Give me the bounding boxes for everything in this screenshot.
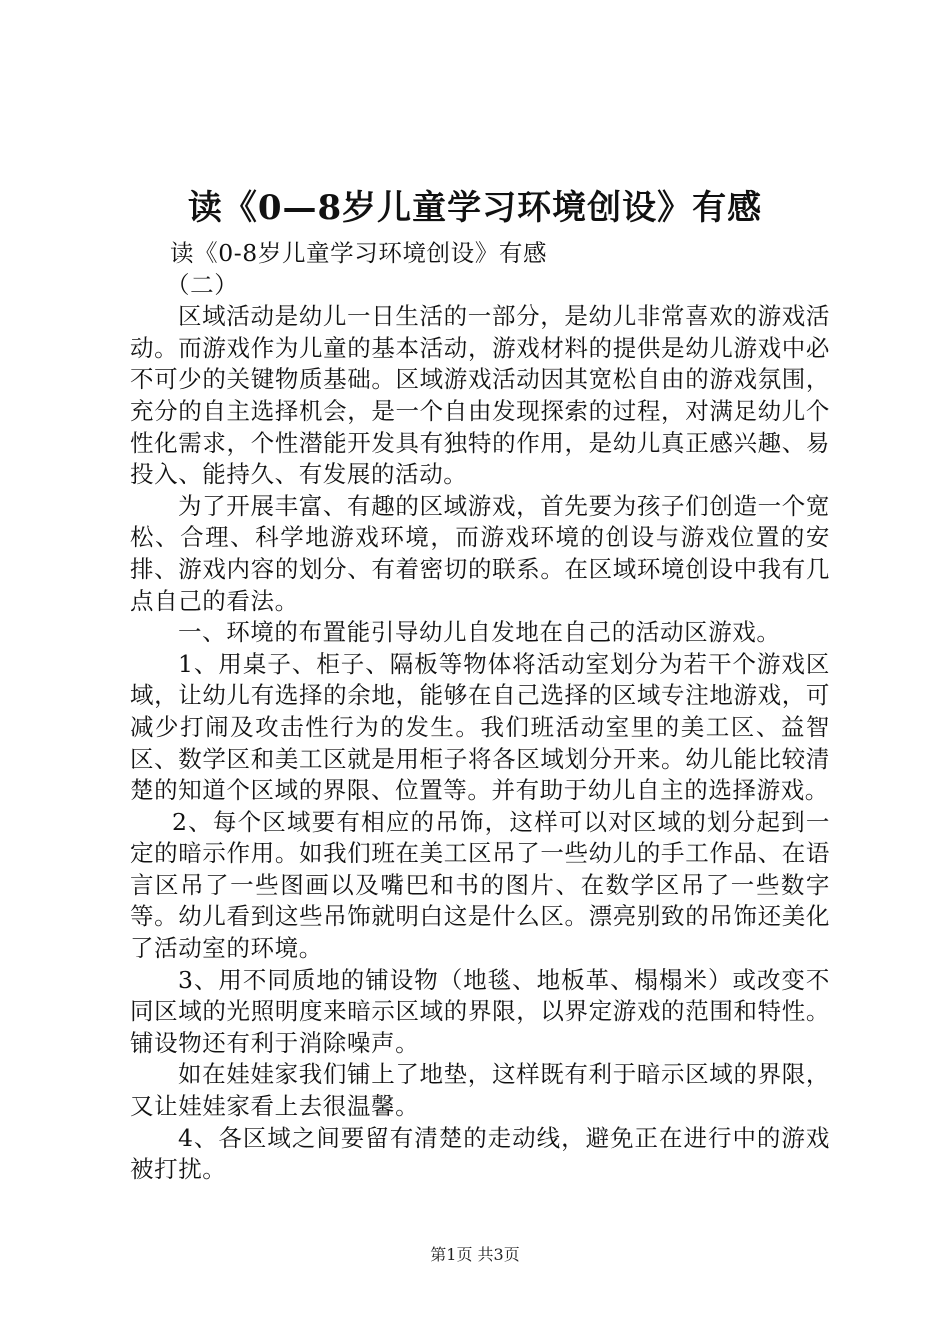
page-footer: 第1页 共3页: [430, 1245, 520, 1264]
document-subtitle: 读《0-8岁儿童学习环境创设》有感: [170, 239, 548, 267]
paragraph: 4、各区域之间要留有清楚的走动线，避免正在进行中的游戏被打扰。: [130, 1123, 830, 1184]
document-body: [130, 238, 830, 1186]
paragraph: 1、用桌子、柜子、隔板等物体将活动室划分为若干个游戏区域，让幼儿有选择的余地，能够在自己选择的区域专注地游戏，可减少打闹及攻击性行为的发生。我们班活动室里的美工区、益智区、数学区和美工区就是用柜子将各区域划分开来。幼儿能比较清楚的知道个区域的界限、位置等。并有助于幼儿自主的选择游戏。: [130, 649, 830, 805]
document-title: 读《0—8岁儿童学习环境创设》有感: [187, 188, 763, 228]
paragraph: 如在娃娃家我们铺上了地垫，这样既有利于暗示区域的界限，又让娃娃家看上去很温馨。: [130, 1060, 830, 1121]
section-heading: 一、环境的布置能引导幼儿自发地在自己的活动区游戏。: [178, 618, 781, 647]
paragraph: 区域活动是幼儿一日生活的一部分，是幼儿非常喜欢的游戏活动。而游戏作为儿童的基本活动，游戏材料的提供是幼儿游戏中必不可少的关键物质基础。区域游戏活动因其宽松自由的游戏氛围，充分的自主选择机会，是一个自由发现探索的过程，对满足幼儿个性化需求，个性潜能开发具有独特的作用，是幼儿真正感兴趣、易投入、能持久、有发展的活动。: [130, 302, 830, 489]
paragraph: 为了开展丰富、有趣的区域游戏，首先要为孩子们创造一个宽松、合理、科学地游戏环境，而游戏环境的创设与游戏位置的安排、游戏内容的划分、有着密切的联系。在区域环境创设中我有几点自己的看法。: [130, 491, 830, 615]
section-mark: （二）: [166, 270, 239, 299]
paragraph: 3、用不同质地的铺设物（地毯、地板革、榻榻米）或改变不同区域的光照明度来暗示区域的界限，以界定游戏的范围和特性。铺设物还有利于消除噪声。: [130, 965, 830, 1057]
paragraph: 2、每个区域要有相应的吊饰，这样可以对区域的划分起到一定的暗示作用。如我们班在美工区吊了一些幼儿的手工作品、在语言区吊了一些图画以及嘴巴和书的图片、在数学区吊了一些数字等。幼儿看到这些吊饰就明白这是什么区。漂亮别致的吊饰还美化了活动室的环境。: [130, 807, 830, 963]
